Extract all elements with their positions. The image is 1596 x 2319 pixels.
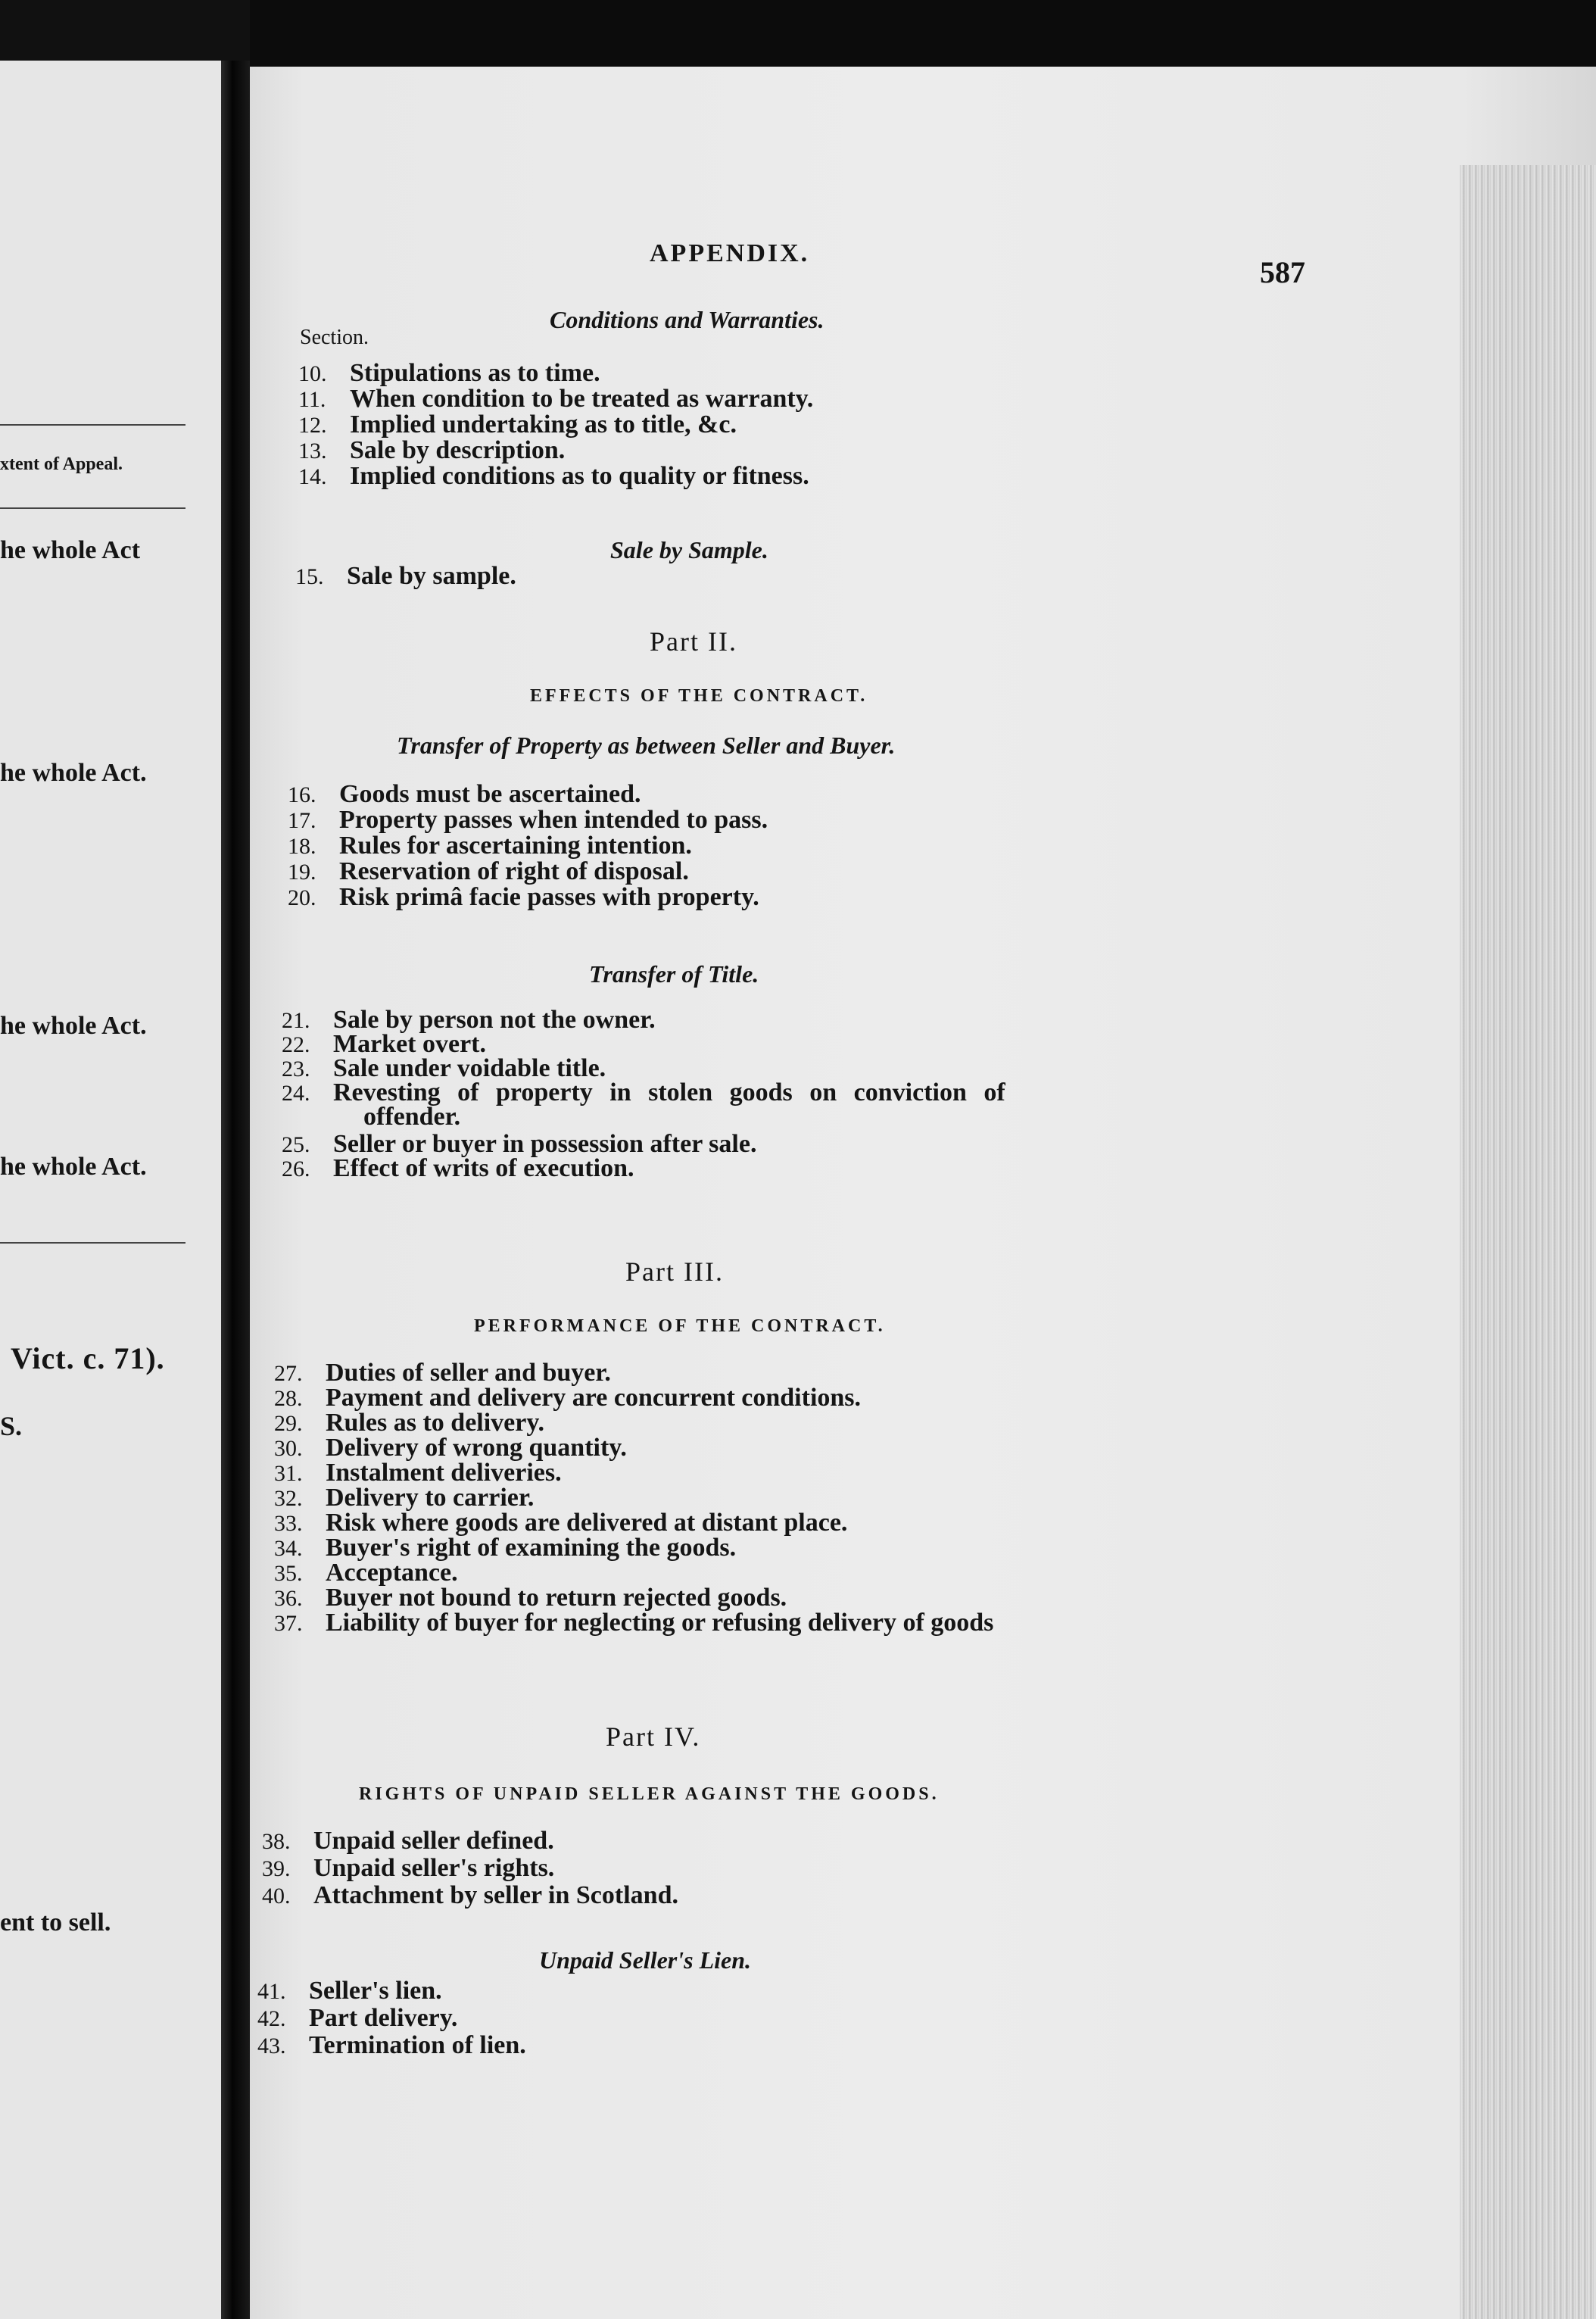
section-number: 22. — [282, 1032, 310, 1057]
section-title: Seller or buyer in possession after sale. — [333, 1130, 757, 1158]
list-item — [274, 1409, 993, 1437]
section-number: 19. — [288, 860, 316, 885]
left-page — [0, 61, 221, 2319]
section-number: 15. — [295, 564, 324, 589]
part-3-title: Part III. — [625, 1256, 724, 1287]
transfer-property-heading: Transfer of Property as between Seller and Buyer. — [397, 732, 896, 759]
lien-list — [257, 1977, 526, 2058]
list-item — [274, 1434, 993, 1462]
lien-heading: Unpaid Seller's Lien. — [539, 1946, 752, 1974]
section-number: 13. — [298, 439, 327, 463]
section-title: Rules for ascertaining intention. — [339, 832, 692, 860]
page-number: 587 — [1260, 255, 1305, 289]
conditions-heading: Conditions and Warranties. — [550, 306, 824, 333]
part-2-subtitle: EFFECTS OF THE CONTRACT. — [530, 686, 868, 706]
left-page-rule — [0, 424, 185, 426]
section-title: Buyer's right of examining the goods. — [326, 1534, 737, 1562]
sample-heading: Sale by Sample. — [610, 536, 768, 563]
section-title: Property passes when intended to pass. — [339, 806, 768, 834]
list-item — [282, 1103, 1005, 1130]
part-4-subtitle: RIGHTS OF UNPAID SELLER AGAINST THE GOODS. — [359, 1784, 940, 1804]
section-number: 33. — [274, 1511, 303, 1536]
section-number: 12. — [298, 413, 327, 438]
section-title: Market overt. — [333, 1030, 487, 1058]
section-number: 43. — [257, 2033, 286, 2058]
section-number: 31. — [274, 1461, 303, 1486]
list-item — [282, 1078, 1005, 1106]
list-item — [288, 883, 768, 909]
section-number: 27. — [274, 1361, 303, 1386]
left-title-fragment: Vict. c. 71). — [11, 1341, 165, 1375]
conditions-list — [298, 359, 813, 488]
section-title: Acceptance. — [326, 1559, 458, 1587]
list-item — [298, 462, 813, 488]
left-column-heading: xtent of Appeal. — [0, 454, 123, 474]
section-number: 10. — [298, 361, 327, 386]
list-item — [282, 1006, 1005, 1034]
section-number: 29. — [274, 1411, 303, 1436]
list-item — [274, 1359, 993, 1387]
sample-list — [295, 562, 516, 591]
section-number: 40. — [262, 1884, 291, 1909]
list-item — [274, 1559, 993, 1587]
list-item — [274, 1584, 993, 1612]
list-item — [274, 1534, 993, 1562]
list-item — [257, 2004, 526, 2031]
section-title: Liability of buyer for neglecting or refusing delivery of goods — [326, 1609, 994, 1637]
list-item — [274, 1459, 993, 1487]
part-2-title: Part II. — [650, 626, 737, 657]
section-number: 14. — [298, 464, 327, 489]
section-number: 26. — [282, 1156, 310, 1181]
part-3-subtitle: PERFORMANCE OF THE CONTRACT. — [474, 1316, 886, 1336]
section-number: 38. — [262, 1829, 291, 1854]
left-page-rule — [0, 1242, 185, 1244]
section-number: 11. — [298, 387, 326, 412]
list-item — [274, 1384, 993, 1412]
running-head: APPENDIX. — [650, 239, 810, 267]
section-title: Goods must be ascertained. — [339, 780, 641, 808]
list-item — [274, 1509, 993, 1537]
section-title: Revesting of property in stolen goods on conviction of — [333, 1078, 1005, 1106]
scan-top-border — [250, 0, 1596, 76]
section-number: 25. — [282, 1132, 310, 1157]
list-item — [298, 436, 813, 462]
list-item — [298, 385, 814, 413]
section-number: 23. — [282, 1057, 310, 1081]
section-title: Implied conditions as to quality or fitness. — [350, 462, 809, 490]
left-s-fragment: S. — [0, 1411, 23, 1441]
section-title: offender. — [363, 1103, 461, 1131]
list-item — [298, 359, 813, 385]
section-title: Risk where goods are delivered at distant place. — [326, 1509, 848, 1537]
section-title: Payment and delivery are concurrent conditions. — [326, 1384, 862, 1412]
list-item — [274, 1609, 994, 1637]
list-item — [274, 1484, 993, 1512]
page-edges — [1460, 165, 1596, 2319]
section-number: 21. — [282, 1008, 310, 1033]
part-3-list — [274, 1359, 994, 1637]
section-number: 35. — [274, 1561, 303, 1586]
list-item — [257, 1977, 526, 2004]
section-label: Section. — [300, 326, 369, 349]
section-title: Part delivery. — [309, 2004, 458, 2032]
section-title: Attachment by seller in Scotland. — [313, 1881, 678, 1909]
list-item — [298, 410, 813, 439]
transfer-title-list — [282, 1006, 1005, 1182]
section-title: Sale by sample. — [347, 562, 516, 590]
left-row: he whole Act. — [0, 1153, 147, 1181]
section-title: When condition to be treated as warranty. — [350, 385, 814, 413]
section-title: Implied undertaking as to title, &c. — [350, 410, 737, 439]
section-number: 37. — [274, 1611, 303, 1636]
list-item — [282, 1054, 1005, 1082]
section-title: Duties of seller and buyer. — [326, 1359, 611, 1387]
left-row: he whole Act. — [0, 759, 147, 787]
list-item — [288, 780, 768, 806]
section-title: Effect of writs of execution. — [333, 1154, 634, 1182]
section-number: 42. — [257, 2006, 286, 2031]
transfer-title-heading: Transfer of Title. — [589, 960, 759, 988]
list-item — [288, 806, 768, 832]
section-number: 30. — [274, 1436, 303, 1461]
section-number: 17. — [288, 808, 316, 833]
section-title: Reservation of right of disposal. — [339, 857, 689, 885]
list-item — [262, 1881, 678, 1909]
section-number: 36. — [274, 1586, 303, 1611]
left-page-rule — [0, 507, 185, 509]
list-item — [282, 1130, 1005, 1158]
left-row: he whole Act. — [0, 1012, 147, 1040]
section-title: Buyer not bound to return rejected goods. — [326, 1584, 787, 1612]
left-row: he whole Act — [0, 536, 141, 564]
list-item — [288, 857, 768, 883]
list-item — [288, 832, 768, 860]
section-number: 32. — [274, 1486, 303, 1511]
part-4-list — [262, 1827, 678, 1909]
list-item — [295, 562, 516, 591]
section-title: Rules as to delivery. — [326, 1409, 544, 1437]
section-number: 16. — [288, 782, 316, 807]
section-title: Sale under voidable title. — [333, 1054, 606, 1082]
section-title: Termination of lien. — [309, 2031, 526, 2059]
section-title: Risk primâ facie passes with property. — [339, 883, 759, 911]
section-title: Seller's lien. — [309, 1977, 442, 2005]
list-item — [257, 2031, 526, 2058]
section-title: Delivery to carrier. — [326, 1484, 535, 1512]
part-4-title: Part IV. — [606, 1721, 701, 1752]
section-number: 20. — [288, 885, 316, 910]
book-gutter — [221, 61, 250, 2319]
section-number: 41. — [257, 1979, 286, 2004]
section-number: 39. — [262, 1856, 291, 1881]
section-title: Unpaid seller's rights. — [313, 1854, 555, 1882]
list-item — [262, 1827, 678, 1854]
section-number: 18. — [288, 834, 316, 859]
section-title: Instalment deliveries. — [326, 1459, 562, 1487]
left-bottom-fragment: ent to sell. — [0, 1909, 111, 1937]
section-title: Delivery of wrong quantity. — [326, 1434, 627, 1462]
section-title: Sale by description. — [350, 436, 566, 464]
transfer-property-list — [288, 780, 768, 909]
section-title: Unpaid seller defined. — [313, 1827, 554, 1855]
section-title: Sale by person not the owner. — [333, 1006, 656, 1034]
section-number: 24. — [282, 1081, 310, 1106]
section-number: 34. — [274, 1536, 303, 1561]
section-title: Stipulations as to time. — [350, 359, 600, 387]
list-item — [262, 1854, 678, 1881]
section-number: 28. — [274, 1386, 303, 1411]
